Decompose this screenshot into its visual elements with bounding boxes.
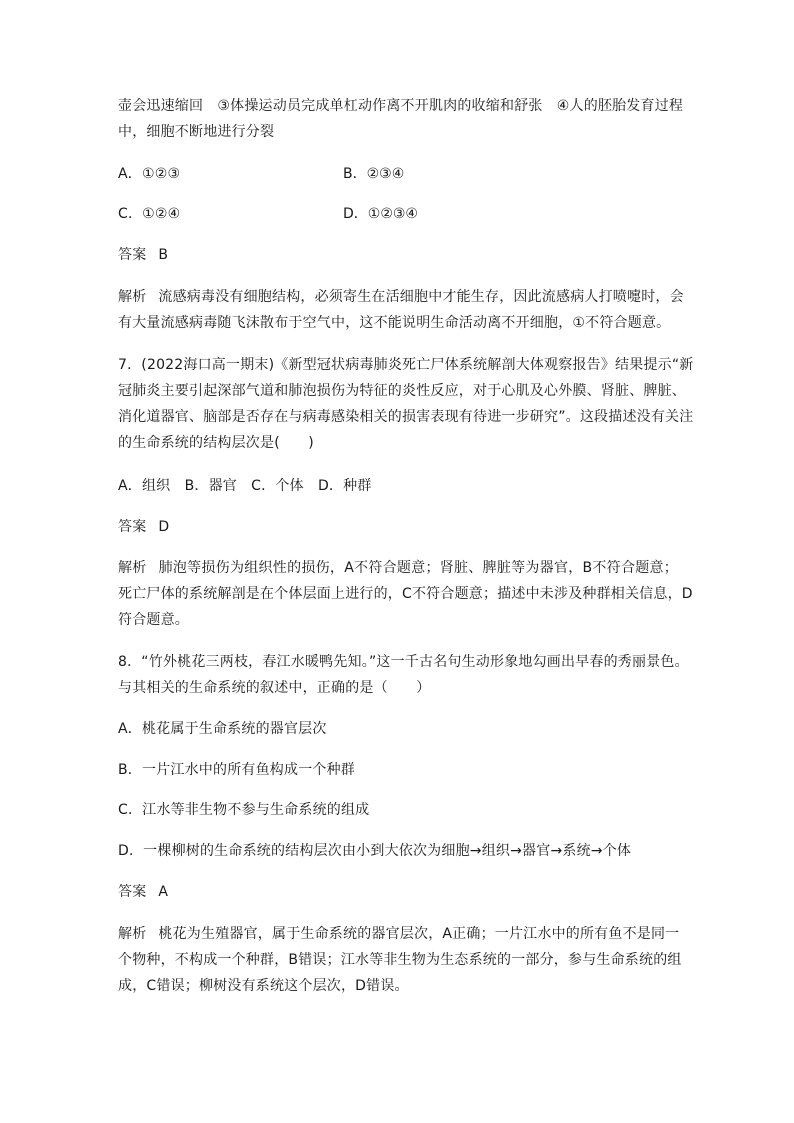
q7-options: A．组织 B．器官 C．个体 D．种群 bbox=[118, 478, 372, 494]
q6-stem-line-1: 壶会迅速缩回 ③体操运动员完成单杠动作离不开肌肉的收缩和舒张 ④人的胚胎发育过程 bbox=[118, 98, 684, 114]
q8-option-d: D．一棵柳树的生命系统的结构层次由小到大依次为细胞→组织→器官→系统→个体 bbox=[118, 843, 632, 859]
q8-analysis-line-3: 成，C错误；柳树没有系统这个层次，D错误。 bbox=[118, 978, 409, 994]
q6-option-c: C．①②④ bbox=[118, 206, 181, 222]
analysis-text: 肺泡等损伤为组织性的损伤，A不符合题意；肾脏、脾脏等为器官，B不符合题意； bbox=[158, 560, 678, 576]
q7-answer bbox=[118, 517, 169, 537]
q6-answer bbox=[118, 245, 168, 265]
q8-analysis-line-2: 个物种，不构成一个种群，B错误；江水等非生物为生态系统的一部分，参与生命系统的组 bbox=[118, 952, 682, 968]
analysis-label: 解析 bbox=[118, 926, 147, 942]
q8-option-a: A．桃花属于生命系统的器官层次 bbox=[118, 721, 327, 737]
q6-option-a: A．①②③ bbox=[118, 166, 181, 182]
analysis-label: 解析 bbox=[118, 560, 147, 576]
q8-answer bbox=[118, 882, 168, 902]
q6-stem-line-2: 中，细胞不断地进行分裂 bbox=[118, 124, 275, 140]
q6-option-d: D．①②③④ bbox=[343, 206, 418, 222]
q7-analysis-line-1 bbox=[118, 558, 678, 578]
answer-label: 答案 bbox=[118, 884, 147, 900]
q6-analysis-line-2: 有大量流感病毒随飞沫散布于空气中，这不能说明生命活动离不开细胞，①不符合题意。 bbox=[118, 315, 671, 331]
q6-analysis-line-1 bbox=[118, 287, 684, 307]
analysis-text: 流感病毒没有细胞结构，必须寄生在活细胞中才能生存，因此流感病人打喷嚏时，会 bbox=[158, 289, 684, 305]
analysis-text: 桃花为生殖器官，属于生命系统的器官层次，A正确；一片江水中的所有鱼不是同一 bbox=[158, 926, 680, 942]
q7-stem-line-4: 的生命系统的结构层次是( ) bbox=[118, 435, 314, 451]
q7-stem-line-3: 消化道器官、脑部是否存在与病毒感染相关的损害表现有待进一步研究”。这段描述没有关注 bbox=[118, 409, 694, 425]
q8-stem-line-2: 与其相关的生命系统的叙述中，正确的是（ ） bbox=[118, 680, 431, 696]
q8-option-c: C．江水等非生物不参与生命系统的组成 bbox=[118, 802, 370, 818]
answer-value: A bbox=[158, 884, 169, 900]
q8-analysis-line-1 bbox=[118, 924, 678, 944]
q7-analysis-line-2: 死亡尸体的系统解剖是在个体层面上进行的，C不符合题意；描述中未涉及种群相关信息，D bbox=[118, 586, 693, 602]
analysis-label: 解析 bbox=[118, 289, 147, 305]
q6-option-b: B．②③④ bbox=[343, 166, 405, 182]
q7-stem-line-1: 7．(2022海口高一期末)《新型冠状病毒肺炎死亡尸体系统解剖大体观察报告》结果提示“新 bbox=[118, 357, 694, 373]
q8-option-b: B．一片江水中的所有鱼构成一个种群 bbox=[118, 762, 356, 778]
answer-value: B bbox=[158, 247, 169, 263]
answer-label: 答案 bbox=[118, 519, 147, 535]
answer-value: D bbox=[158, 519, 170, 535]
answer-label: 答案 bbox=[118, 247, 147, 263]
q7-analysis-line-3: 符合题意。 bbox=[118, 612, 189, 628]
q8-stem-line-1: 8．“竹外桃花三两枝，春江水暖鸭先知。”这一千古名句生动形象地勾画出早春的秀丽景色。 bbox=[118, 654, 689, 670]
q7-stem-line-2: 冠肺炎主要引起深部气道和肺泡损伤为特征的炎性反应，对于心肌及心外膜、肾脏、脾脏、 bbox=[118, 383, 686, 399]
